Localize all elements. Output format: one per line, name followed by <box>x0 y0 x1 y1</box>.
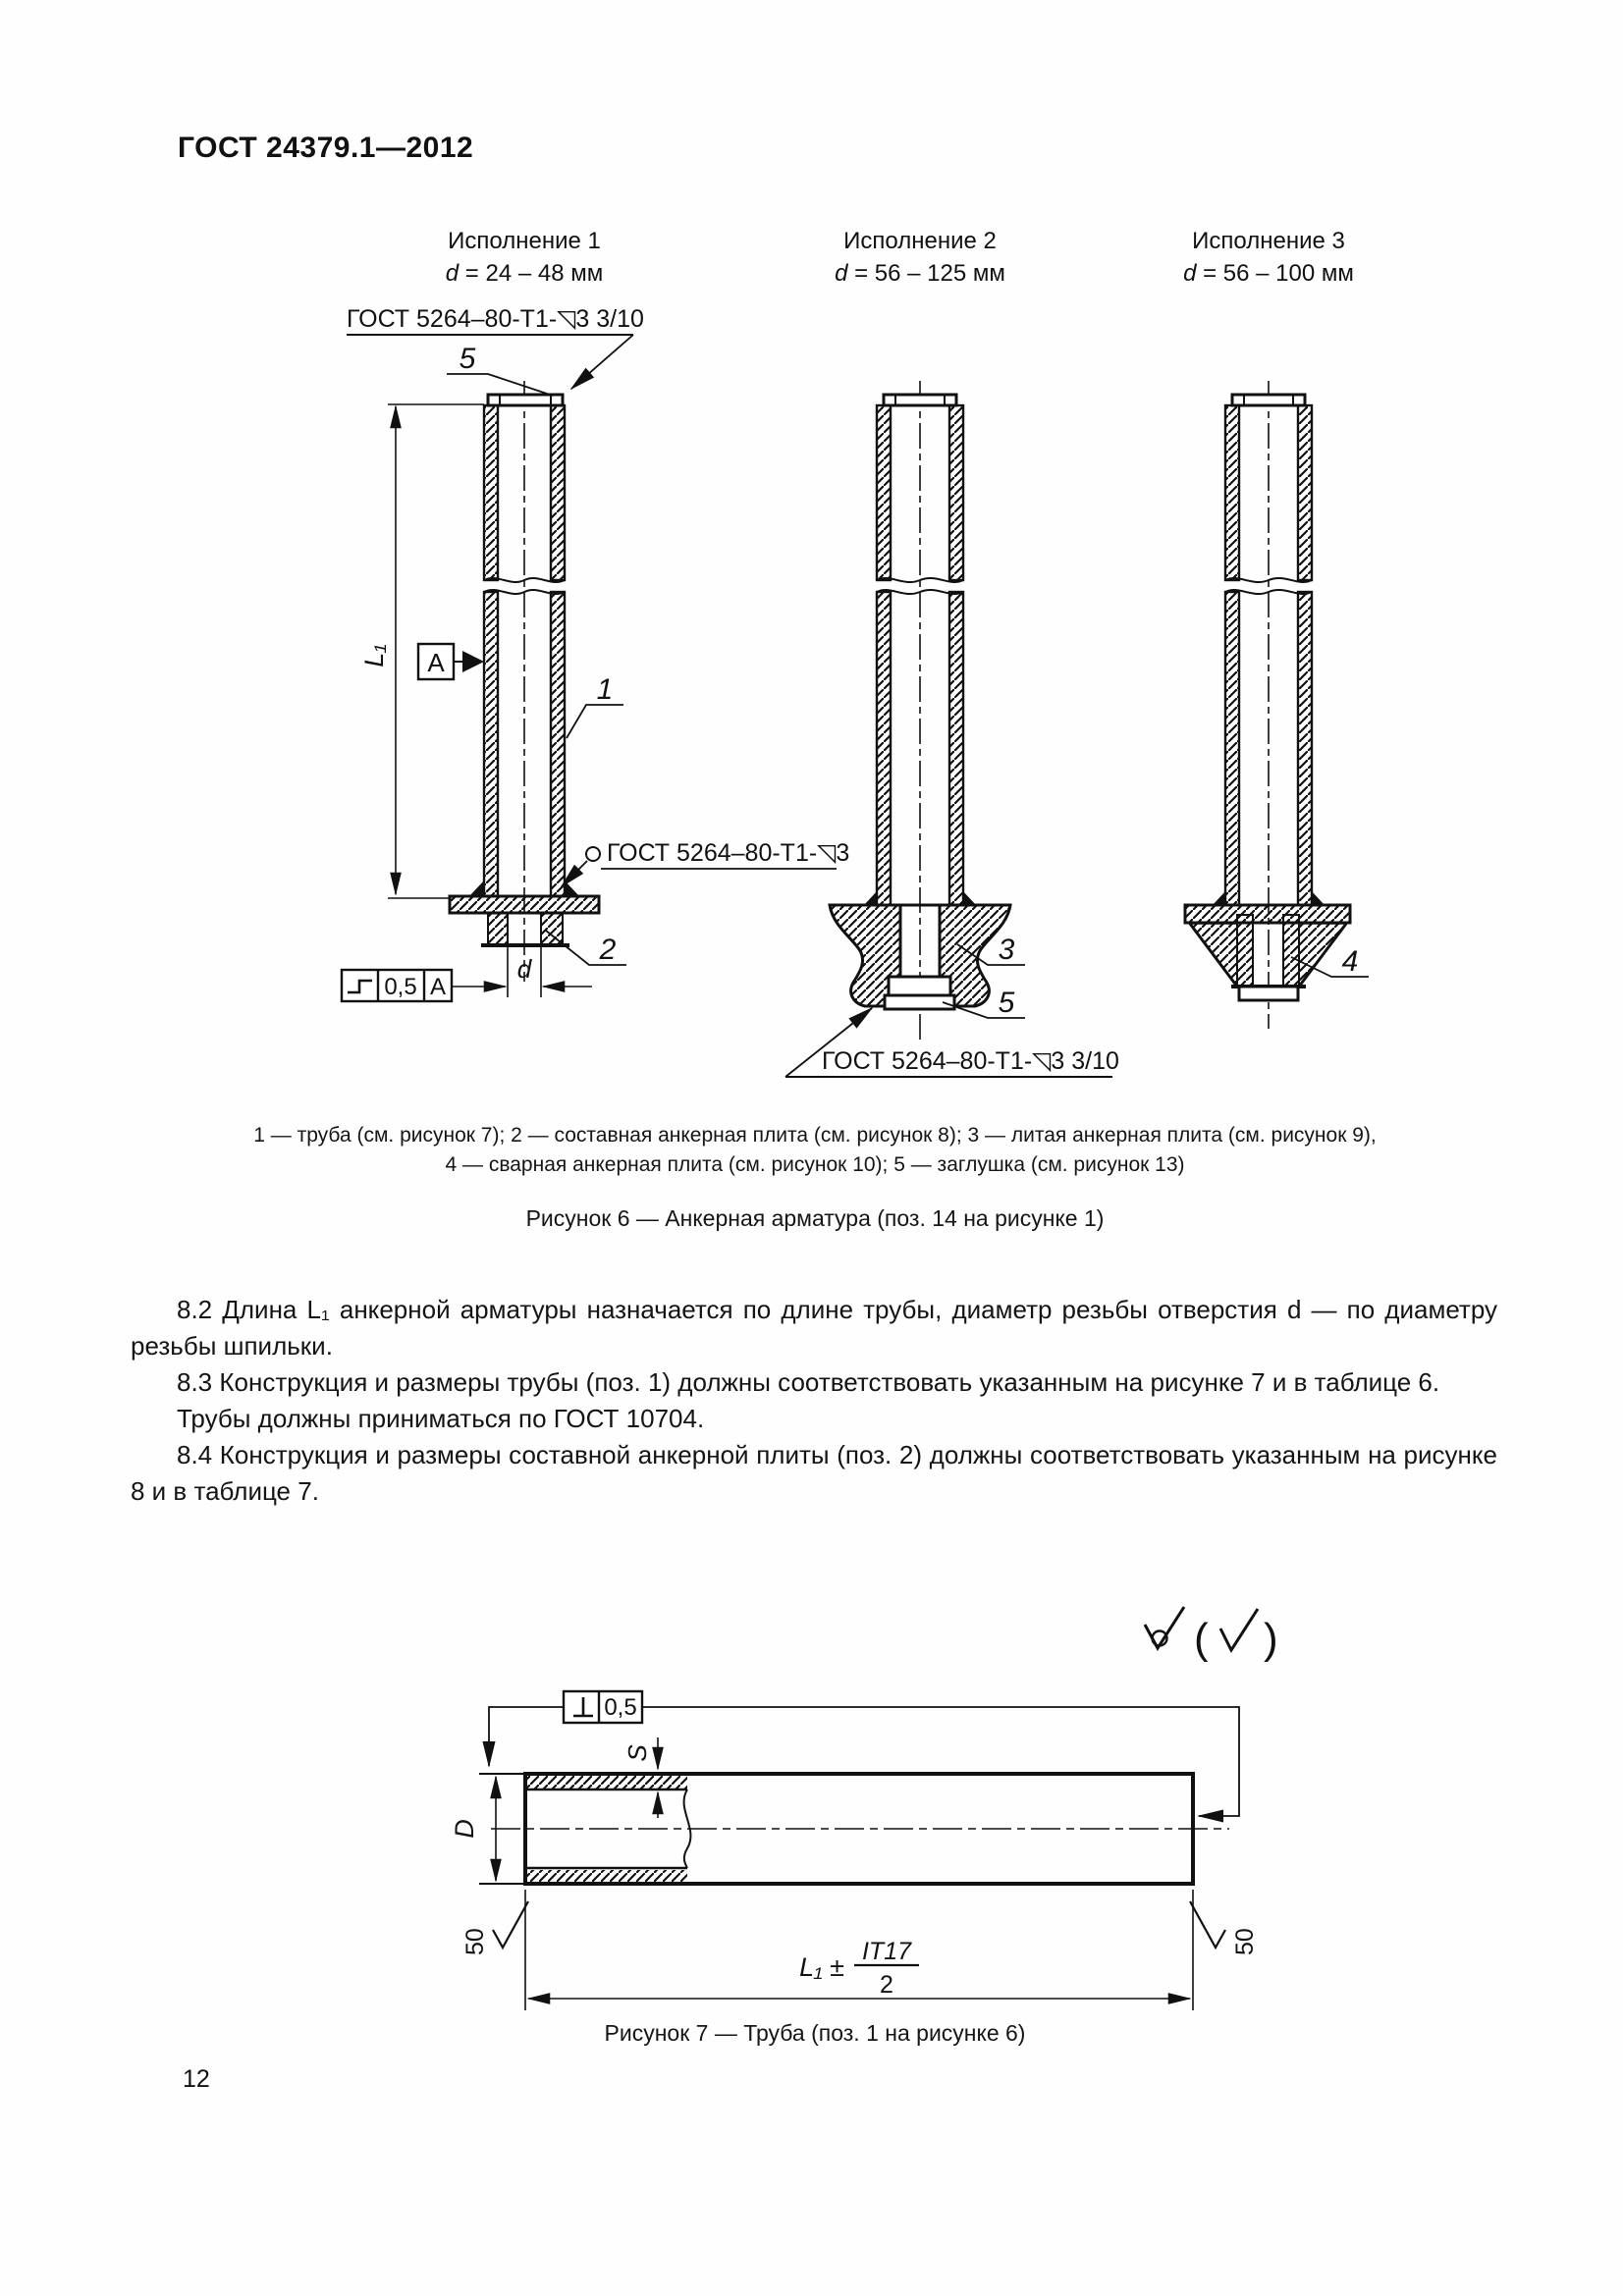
variant-1-title: Исполнение 1 <box>448 228 601 254</box>
paren-open: ( <box>1194 1615 1209 1663</box>
roughness-check-icon <box>1190 1901 1225 1948</box>
weld-callout-middle <box>562 839 849 886</box>
weld-fillet <box>1213 891 1225 905</box>
plug-body <box>889 977 950 995</box>
tolerance-datum: А <box>429 974 447 1000</box>
nut-section <box>488 913 508 945</box>
tolerance-value: 0,5 <box>384 974 417 1000</box>
tolerance-frame <box>342 970 452 1001</box>
datum-letter: А <box>427 648 445 677</box>
dim-L1-label: L₁ <box>359 644 389 667</box>
anchor-plate <box>450 896 599 913</box>
plug-body <box>1239 987 1298 1000</box>
legend-line-2: 4 — сварная анкерная плита (см. рисунок 10); 5 — заглушка (см. рисунок 13) <box>445 1153 1185 1176</box>
surface-finish-note <box>1145 1607 1278 1663</box>
figure-7-pipe-drawing <box>450 1607 1278 2010</box>
pos-5-label: 5 <box>998 987 1015 1019</box>
variant-2-title: Исполнение 2 <box>843 228 997 254</box>
datum-flag-A <box>418 644 484 679</box>
weld-fillet <box>469 881 484 896</box>
paragraph-8-2: 8.2 Длина L₁ анкерной арматуры назначается по длине трубы, диаметр резьбы отверстия d — по диаметру резьбы шпильки. <box>131 1295 1497 1361</box>
figure-6-legend <box>137 1121 1492 1180</box>
pos-2-label: 2 <box>599 934 617 966</box>
perpendicularity-frame <box>489 1691 1239 1816</box>
dim-d-label: d <box>516 954 532 984</box>
dimension-L1-fig7 <box>525 1890 1193 2010</box>
weld-fillet <box>565 881 579 896</box>
callout-pos-5-top <box>447 343 553 396</box>
roughness-mark-left <box>461 1901 528 1955</box>
variant-2-drawing <box>785 381 1119 1077</box>
tolerance-denominator: 2 <box>880 1971 893 1999</box>
dimension-D <box>450 1777 496 1881</box>
roughness-value: 50 <box>461 1928 489 1955</box>
roughness-mark-right <box>1190 1901 1259 1955</box>
figure-6-anchor-fittings <box>342 228 1369 1077</box>
weld-callout-bottom <box>785 1008 1119 1077</box>
callout-pos-1 <box>567 673 623 738</box>
pos-3-label: 3 <box>998 934 1015 966</box>
weld-circle-icon <box>586 847 600 861</box>
tolerance-numerator: IT17 <box>861 1938 912 1965</box>
paren-close: ) <box>1264 1615 1278 1663</box>
variant-headers <box>446 228 1354 287</box>
nut-section <box>1237 915 1253 987</box>
legend-line-1: 1 — труба (см. рисунок 7); 2 — составная анкерная плита (см. рисунок 8); 3 — литая анкерная плита (см. рисунок 9), <box>253 1124 1377 1147</box>
pipe-body <box>479 1774 1229 1884</box>
weld-fillet <box>1312 891 1325 905</box>
variant-1-drawing <box>342 305 849 1001</box>
weld-fillet <box>864 891 877 905</box>
pos-5-label: 5 <box>459 343 476 375</box>
weld-spec-bottom: ГОСТ 5264–80-Т1-◹3 3/10 <box>822 1047 1119 1075</box>
dim-D-label: D <box>450 1819 479 1839</box>
pos-4-label: 4 <box>1341 945 1359 978</box>
wall-hatch <box>526 1870 687 1883</box>
variant-2-range: d = 56 – 125 мм <box>835 260 1005 287</box>
tolerance-value: 0,5 <box>604 1694 637 1721</box>
roughness-check-icon <box>1145 1607 1184 1648</box>
variant-3-range: d = 56 – 100 мм <box>1183 260 1354 287</box>
page-title: ГОСТ 24379.1—2012 <box>178 132 474 164</box>
variant-1-range: d = 24 – 48 мм <box>445 260 604 287</box>
roughness-check-icon <box>493 1901 528 1948</box>
figure-7-caption: Рисунок 7 — Труба (поз. 1 на рисунке 6) <box>604 2020 1026 2046</box>
page-number: 12 <box>183 2065 210 2093</box>
nut-section <box>1283 915 1299 987</box>
welded-anchor-plate <box>1185 905 1350 923</box>
weld-spec-middle: ГОСТ 5264–80-Т1-◹3 <box>607 839 850 867</box>
dimension-d <box>452 947 592 997</box>
paragraph-8-4: 8.4 Конструкция и размеры составной анкерной плиты (поз. 2) должны соответствовать указанным на рисунке 8 и в таблице 7. <box>131 1440 1497 1506</box>
variant-3-drawing <box>1185 381 1369 1029</box>
weld-fillet <box>963 891 976 905</box>
dim-L1-label: L₁ ± <box>799 1952 844 1982</box>
roughness-value: 50 <box>1231 1928 1259 1955</box>
figure-6-caption: Рисунок 6 — Анкерная арматура (поз. 14 на рисунке 1) <box>525 1205 1105 1231</box>
wall-hatch <box>526 1776 687 1789</box>
roughness-check-icon <box>1220 1609 1258 1650</box>
paragraph-pipes-note: Трубы должны приниматься по ГОСТ 10704. <box>177 1404 705 1433</box>
pos-1-label: 1 <box>596 673 614 706</box>
datum-triangle-icon <box>462 651 484 672</box>
paragraph-8-3: 8.3 Конструкция и размеры трубы (поз. 1) должны соответствовать указанным на рисунке 7 и в таблице 6. <box>177 1367 1440 1397</box>
body-text <box>131 1292 1497 1510</box>
variant-3-title: Исполнение 3 <box>1192 228 1345 254</box>
weld-spec-top: ГОСТ 5264–80-Т1-◹3 3/10 <box>347 305 644 333</box>
dim-S-label: S <box>622 1744 652 1762</box>
